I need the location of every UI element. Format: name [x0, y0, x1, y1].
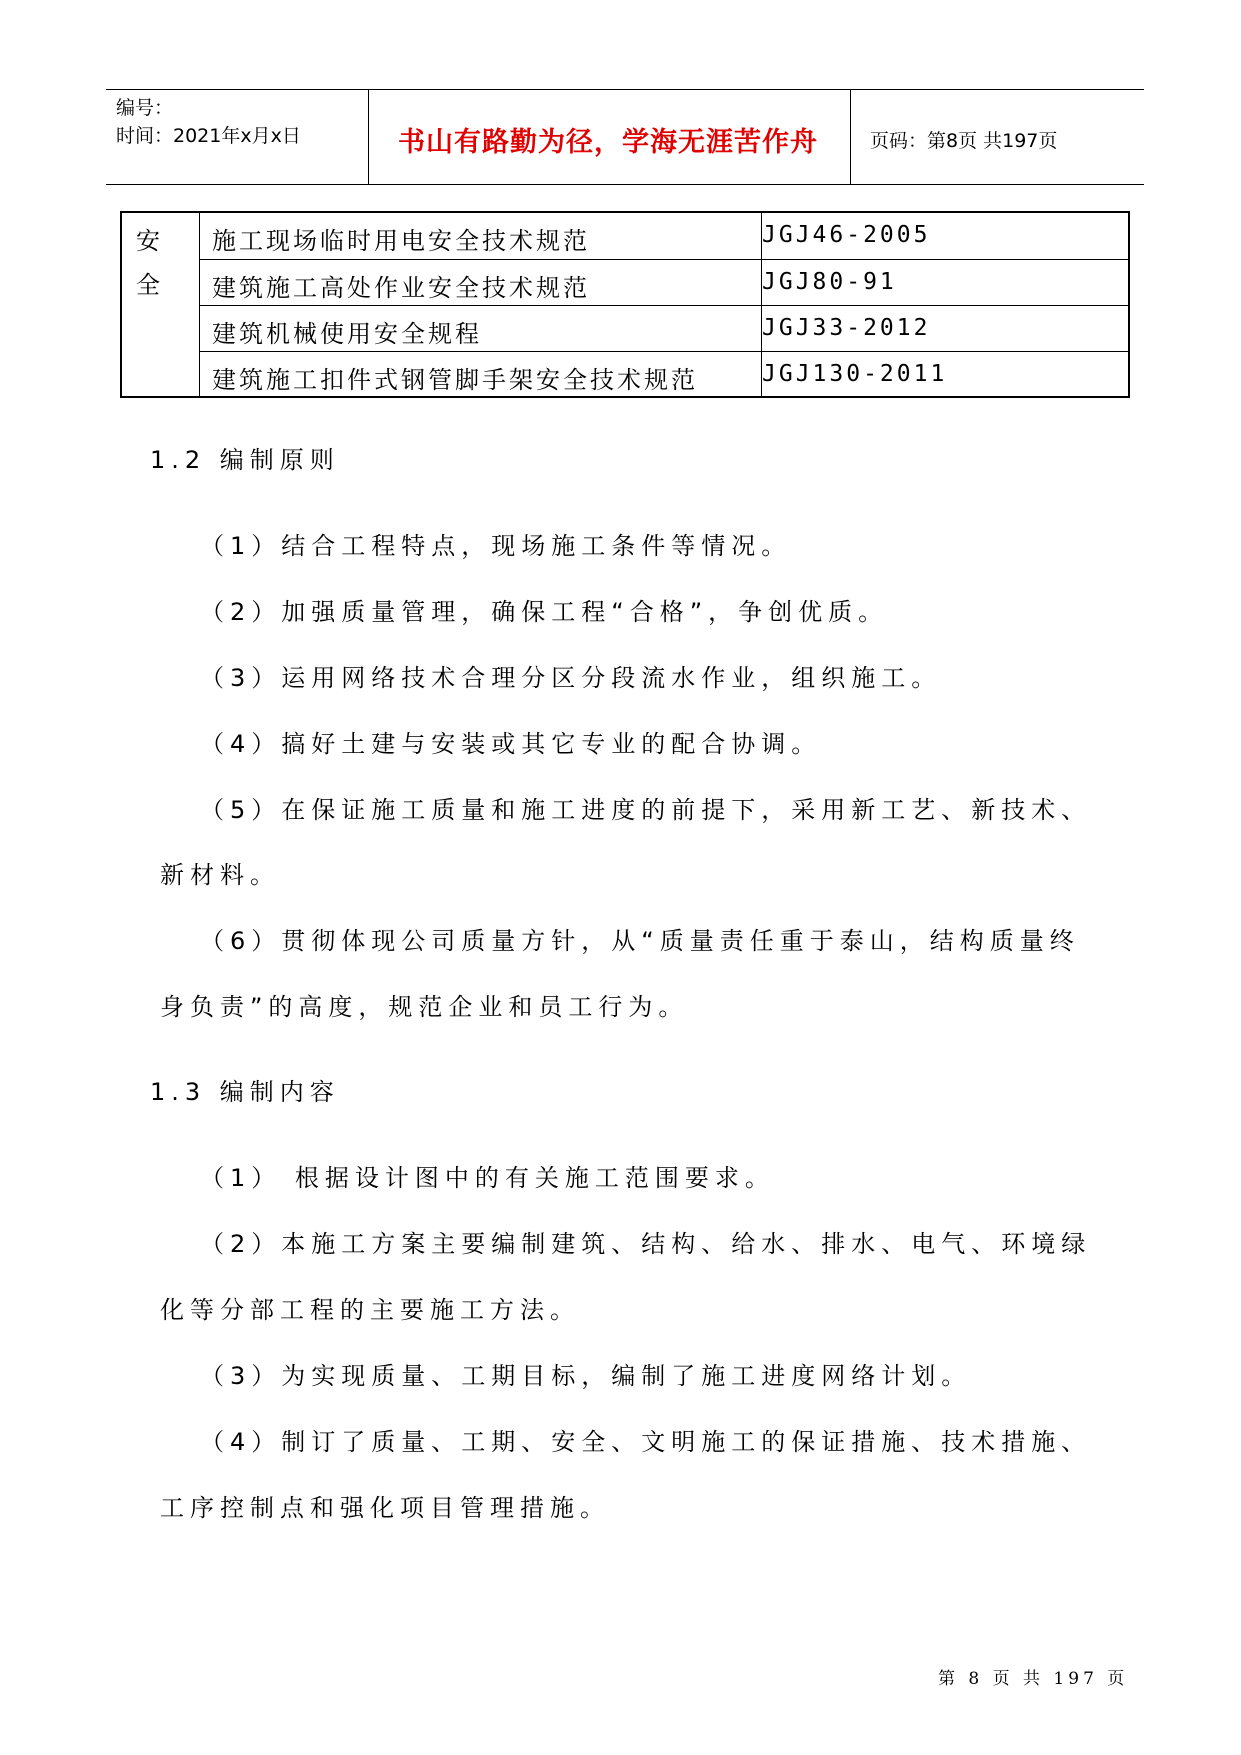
standard-code: JGJ80-91: [762, 269, 897, 295]
table-row: [200, 351, 1128, 397]
page-header: [106, 89, 1144, 185]
document-number-label: 编号：: [116, 97, 174, 119]
header-divider: [850, 90, 851, 184]
standards-table: [120, 211, 1130, 398]
section-heading-1-2: 1.2 编制原则: [150, 446, 340, 474]
paragraph-line: （4）搞好土建与安装或其它专业的配合协调。: [200, 730, 822, 758]
standard-code: JGJ46-2005: [762, 222, 931, 248]
header-page-info: 页码：第8页 共197页: [870, 130, 1058, 152]
paragraph-line: 化等分部工程的主要施工方法。: [160, 1296, 580, 1324]
paragraph-line: （3）运用网络技术合理分区分段流水作业，组织施工。: [200, 664, 942, 692]
paragraph-line: （4）制订了质量、工期、安全、文明施工的保证措施、技术措施、: [200, 1428, 1092, 1456]
category-char: 安: [136, 227, 160, 255]
paragraph-line: （2）加强质量管理，确保工程“合格”，争创优质。: [200, 598, 889, 626]
table-row: [200, 305, 1128, 351]
standard-code: JGJ130-2011: [762, 361, 948, 387]
paragraph-line: （3）为实现质量、工期目标，编制了施工进度网络计划。: [200, 1362, 972, 1390]
standard-name: 建筑机械使用安全规程: [212, 320, 482, 348]
standard-name: 建筑施工高处作业安全技术规范: [212, 274, 590, 302]
paragraph-line: （2）本施工方案主要编制建筑、结构、给水、排水、电气、环境绿: [200, 1230, 1092, 1258]
paragraph-line: （5）在保证施工质量和施工进度的前提下，采用新工艺、新技术、: [200, 796, 1092, 824]
page-footer: 第 8 页 共 197 页: [938, 1669, 1129, 1689]
standard-name: 建筑施工扣件式钢管脚手架安全技术规范: [212, 366, 698, 394]
table-row: [200, 259, 1128, 305]
paragraph-line: （1） 根据设计图中的有关施工范围要求。: [200, 1164, 775, 1192]
standard-code: JGJ33-2012: [762, 315, 931, 341]
category-cell: [122, 213, 200, 396]
standard-name: 施工现场临时用电安全技术规范: [212, 227, 590, 255]
header-motto: 书山有路勤为径，学海无涯苦作舟: [398, 127, 818, 158]
document-time-label: 时间：2021年x月x日: [116, 125, 301, 147]
paragraph-line: 身负责”的高度，规范企业和员工行为。: [160, 993, 689, 1021]
section-heading-1-3: 1.3 编制内容: [150, 1078, 340, 1106]
paragraph-line: 新材料。: [160, 861, 280, 889]
paragraph-line: （6）贯彻体现公司质量方针，从“质量责任重于泰山，结构质量终: [200, 927, 1080, 955]
paragraph-line: （1）结合工程特点，现场施工条件等情况。: [200, 532, 792, 560]
table-row: [200, 213, 1128, 259]
header-left: [116, 94, 301, 150]
paragraph-line: 工序控制点和强化项目管理措施。: [160, 1494, 610, 1522]
category-char: 全: [136, 271, 160, 299]
